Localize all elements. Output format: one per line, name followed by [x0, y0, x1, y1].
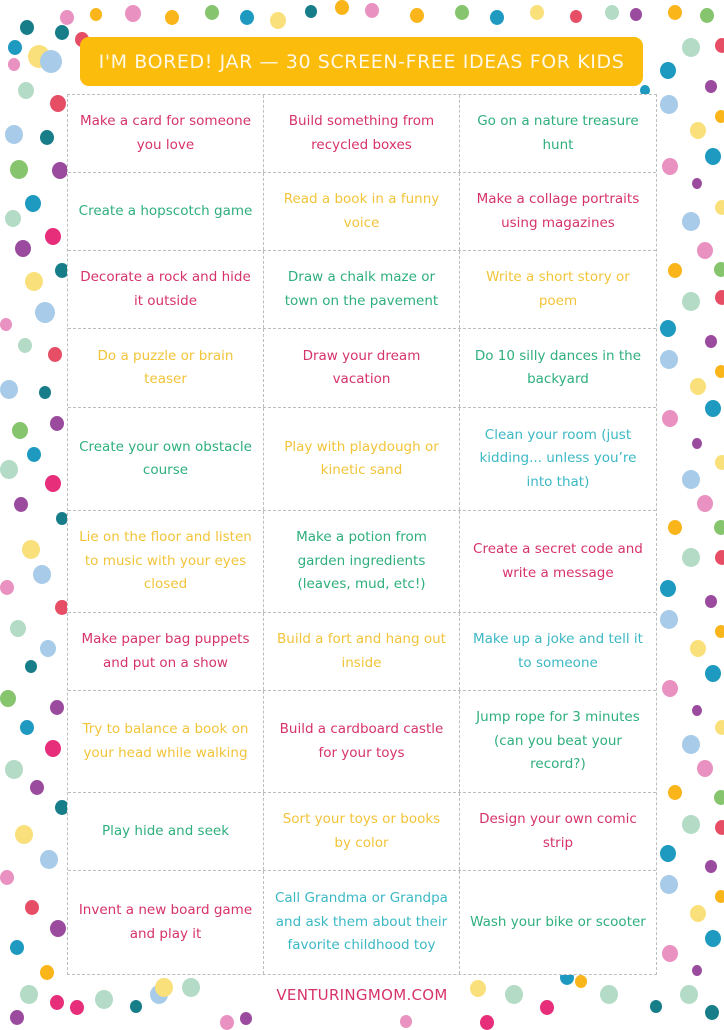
- decorative-dot: [715, 720, 724, 735]
- idea-text: Sort your toys or books by color: [282, 811, 441, 851]
- idea-card: [460, 511, 656, 612]
- decorative-dot: [714, 520, 724, 535]
- decorative-dot: [490, 10, 504, 25]
- decorative-dot: [165, 10, 179, 25]
- idea-card: [460, 408, 656, 510]
- idea-card: [264, 613, 460, 690]
- decorative-dot: [0, 318, 12, 331]
- grid-row: [68, 691, 656, 793]
- decorative-dot: [660, 320, 676, 337]
- decorative-dot: [692, 178, 702, 189]
- decorative-dot: [690, 378, 706, 395]
- idea-text: Write a short story or poem: [486, 269, 630, 309]
- decorative-dot: [400, 1015, 412, 1028]
- decorative-dot: [27, 447, 41, 462]
- idea-card: [460, 871, 656, 974]
- decorative-dot: [692, 705, 702, 716]
- idea-card: [460, 793, 656, 870]
- idea-text: Call Grandma or Grandpa and ask them about their favorite childhood toy: [274, 890, 448, 954]
- ideas-grid: [67, 94, 657, 975]
- decorative-dot: [40, 850, 58, 869]
- idea-text: Read a book in a funny voice: [283, 191, 440, 231]
- decorative-dot: [692, 438, 702, 449]
- idea-text: Jump rope for 3 minutes (can you beat your record?): [476, 709, 640, 773]
- idea-text: Build something from recycled boxes: [288, 113, 435, 153]
- idea-text: Try to balance a book on your head while walking: [82, 721, 249, 761]
- decorative-dot: [365, 3, 379, 18]
- decorative-dot: [668, 263, 682, 278]
- decorative-dot: [10, 1010, 24, 1025]
- grid-row: [68, 251, 656, 329]
- decorative-dot: [690, 122, 706, 139]
- decorative-dot: [692, 965, 702, 976]
- decorative-dot: [45, 475, 61, 492]
- idea-text: Build a cardboard castle for your toys: [279, 721, 444, 761]
- decorative-dot: [660, 580, 676, 597]
- decorative-dot: [668, 520, 682, 535]
- idea-text: Make paper bag puppets and put on a show: [81, 631, 250, 671]
- decorative-dot: [630, 8, 642, 21]
- decorative-dot: [25, 900, 39, 915]
- idea-text: Make up a joke and tell it to someone: [473, 631, 643, 671]
- title-banner: [80, 37, 643, 86]
- decorative-dot: [240, 1012, 252, 1025]
- decorative-dot: [15, 825, 33, 844]
- idea-text: Build a fort and hang out inside: [277, 631, 446, 671]
- idea-text: Do a puzzle or brain teaser: [97, 347, 234, 387]
- idea-text: Create a secret code and write a message: [473, 541, 643, 581]
- decorative-dot: [660, 350, 678, 369]
- decorative-dot: [40, 965, 54, 980]
- grid-row: [68, 95, 656, 173]
- decorative-dot: [715, 200, 724, 215]
- decorative-dot: [682, 470, 700, 489]
- decorative-dot: [33, 565, 51, 584]
- decorative-dot: [205, 5, 219, 20]
- decorative-dot: [662, 410, 678, 427]
- decorative-dot: [714, 262, 724, 277]
- decorative-dot: [5, 760, 23, 779]
- decorative-dot: [8, 40, 22, 55]
- decorative-dot: [570, 10, 582, 23]
- idea-text: Decorate a rock and hide it outside: [80, 269, 251, 309]
- idea-text: Invent a new board game and play it: [78, 902, 253, 942]
- idea-text: Lie on the floor and listen to music with your eyes closed: [79, 529, 252, 593]
- decorative-dot: [0, 380, 18, 399]
- decorative-dot: [662, 945, 678, 962]
- decorative-dot: [10, 620, 26, 637]
- idea-text: Clean your room (just kidding... unless you’re into that): [479, 426, 637, 490]
- idea-text: Play with playdough or kinetic sand: [284, 438, 439, 478]
- idea-text: Do 10 silly dances in the backyard: [474, 347, 642, 387]
- grid-row: [68, 511, 656, 613]
- idea-card: [68, 613, 264, 690]
- decorative-dot: [0, 460, 18, 479]
- decorative-dot: [697, 242, 713, 259]
- decorative-dot: [40, 50, 62, 73]
- idea-card: [264, 251, 460, 328]
- idea-card: [68, 793, 264, 870]
- idea-card: [460, 691, 656, 792]
- decorative-dot: [305, 5, 317, 18]
- decorative-dot: [715, 820, 724, 835]
- decorative-dot: [25, 195, 41, 212]
- decorative-dot: [20, 720, 34, 735]
- grid-row: [68, 408, 656, 511]
- decorative-dot: [660, 610, 678, 629]
- decorative-dot: [715, 550, 724, 565]
- page-title: I'M BORED! JAR — 30 SCREEN-FREE IDEAS FOR KIDS: [98, 50, 625, 73]
- decorative-dot: [682, 292, 700, 311]
- decorative-dot: [25, 272, 43, 291]
- decorative-dot: [12, 422, 28, 439]
- decorative-dot: [668, 785, 682, 800]
- decorative-dot: [40, 640, 56, 657]
- decorative-dot: [660, 845, 676, 862]
- decorative-dot: [682, 38, 700, 57]
- decorative-dot: [55, 25, 69, 40]
- decorative-dot: [715, 290, 724, 305]
- decorative-dot: [0, 580, 14, 595]
- idea-card: [264, 871, 460, 974]
- decorative-dot: [50, 700, 64, 715]
- decorative-dot: [270, 12, 286, 29]
- decorative-dot: [50, 416, 64, 431]
- decorative-dot: [715, 38, 724, 53]
- decorative-dot: [690, 905, 706, 922]
- grid-row: [68, 871, 656, 974]
- idea-card: [68, 408, 264, 510]
- decorative-dot: [45, 228, 61, 245]
- decorative-dot: [715, 625, 724, 638]
- decorative-dot: [660, 875, 678, 894]
- decorative-dot: [240, 10, 254, 25]
- decorative-dot: [705, 665, 721, 682]
- decorative-dot: [25, 660, 37, 673]
- decorative-dot: [22, 540, 40, 559]
- decorative-dot: [125, 5, 141, 22]
- idea-card: [68, 173, 264, 250]
- decorative-dot: [90, 8, 102, 21]
- idea-text: Make a collage portraits using magazines: [476, 191, 640, 231]
- idea-card: [264, 691, 460, 792]
- decorative-dot: [14, 497, 28, 512]
- decorative-dot: [662, 158, 678, 175]
- decorative-dot: [20, 20, 34, 35]
- decorative-dot: [705, 335, 717, 348]
- idea-text: Create your own obstacle course: [79, 438, 252, 478]
- decorative-dot: [335, 0, 349, 15]
- decorative-dot: [705, 1005, 719, 1020]
- grid-row: [68, 613, 656, 691]
- decorative-dot: [8, 58, 20, 71]
- decorative-dot: [60, 10, 74, 25]
- decorative-dot: [682, 735, 700, 754]
- idea-card: [68, 95, 264, 172]
- decorative-dot: [480, 1015, 494, 1030]
- decorative-dot: [10, 940, 24, 955]
- decorative-dot: [40, 130, 54, 145]
- decorative-dot: [530, 5, 544, 20]
- decorative-dot: [705, 148, 721, 165]
- decorative-dot: [50, 920, 66, 937]
- idea-card: [68, 691, 264, 792]
- idea-card: [264, 511, 460, 612]
- idea-card: [68, 511, 264, 612]
- decorative-dot: [697, 760, 713, 777]
- decorative-dot: [697, 495, 713, 512]
- decorative-dot: [410, 8, 424, 23]
- idea-card: [68, 329, 264, 407]
- decorative-dot: [660, 62, 676, 79]
- grid-row: [68, 329, 656, 408]
- grid-row: [68, 793, 656, 871]
- idea-text: Create a hopscotch game: [78, 202, 253, 219]
- decorative-dot: [668, 5, 682, 20]
- idea-card: [68, 871, 264, 974]
- decorative-dot: [35, 302, 55, 323]
- decorative-dot: [714, 790, 724, 805]
- decorative-dot: [605, 5, 619, 20]
- decorative-dot: [18, 82, 34, 99]
- decorative-dot: [662, 680, 678, 697]
- decorative-dot: [682, 548, 700, 567]
- grid-row: [68, 173, 656, 251]
- idea-card: [264, 95, 460, 172]
- idea-card: [460, 95, 656, 172]
- decorative-dot: [48, 347, 62, 362]
- decorative-dot: [705, 930, 721, 947]
- decorative-dot: [690, 640, 706, 657]
- decorative-dot: [715, 890, 724, 903]
- idea-text: Play hide and seek: [101, 822, 230, 839]
- decorative-dot: [5, 210, 21, 227]
- decorative-dot: [705, 595, 717, 608]
- decorative-dot: [0, 690, 16, 707]
- idea-card: [264, 793, 460, 870]
- decorative-dot: [682, 212, 700, 231]
- decorative-dot: [5, 125, 23, 144]
- idea-text: Make a potion from garden ingredients (leaves, mud, etc!): [296, 529, 427, 593]
- decorative-dot: [50, 95, 66, 112]
- site-credit: VENTURINGMOM.COM: [276, 986, 448, 1004]
- decorative-dot: [52, 162, 68, 179]
- decorative-dot: [660, 95, 678, 114]
- decorative-dot: [682, 815, 700, 834]
- decorative-dot: [10, 160, 28, 179]
- decorative-dot: [220, 1015, 234, 1030]
- idea-text: Make a card for someone you love: [79, 113, 251, 153]
- idea-card: [68, 251, 264, 328]
- decorative-dot: [45, 740, 61, 757]
- decorative-dot: [39, 386, 51, 399]
- idea-text: Wash your bike or scooter: [470, 913, 646, 930]
- idea-card: [460, 329, 656, 407]
- decorative-dot: [15, 240, 31, 257]
- idea-text: Go on a nature treasure hunt: [477, 113, 639, 153]
- decorative-dot: [705, 400, 721, 417]
- decorative-dot: [715, 455, 724, 470]
- idea-card: [264, 173, 460, 250]
- decorative-dot: [715, 365, 724, 378]
- decorative-dot: [0, 870, 14, 885]
- decorative-dot: [455, 5, 469, 20]
- decorative-dot: [705, 860, 717, 873]
- decorative-dot: [30, 780, 44, 795]
- idea-text: Draw a chalk maze or town on the pavement: [284, 269, 439, 309]
- idea-card: [460, 613, 656, 690]
- idea-card: [460, 251, 656, 328]
- decorative-dot: [705, 80, 717, 93]
- idea-text: Draw your dream vacation: [302, 347, 421, 387]
- decorative-dot: [715, 110, 724, 123]
- idea-card: [460, 173, 656, 250]
- idea-text: Design your own comic strip: [479, 811, 637, 851]
- decorative-dot: [700, 8, 714, 23]
- decorative-dot: [18, 338, 32, 353]
- idea-card: [264, 408, 460, 510]
- idea-card: [264, 329, 460, 407]
